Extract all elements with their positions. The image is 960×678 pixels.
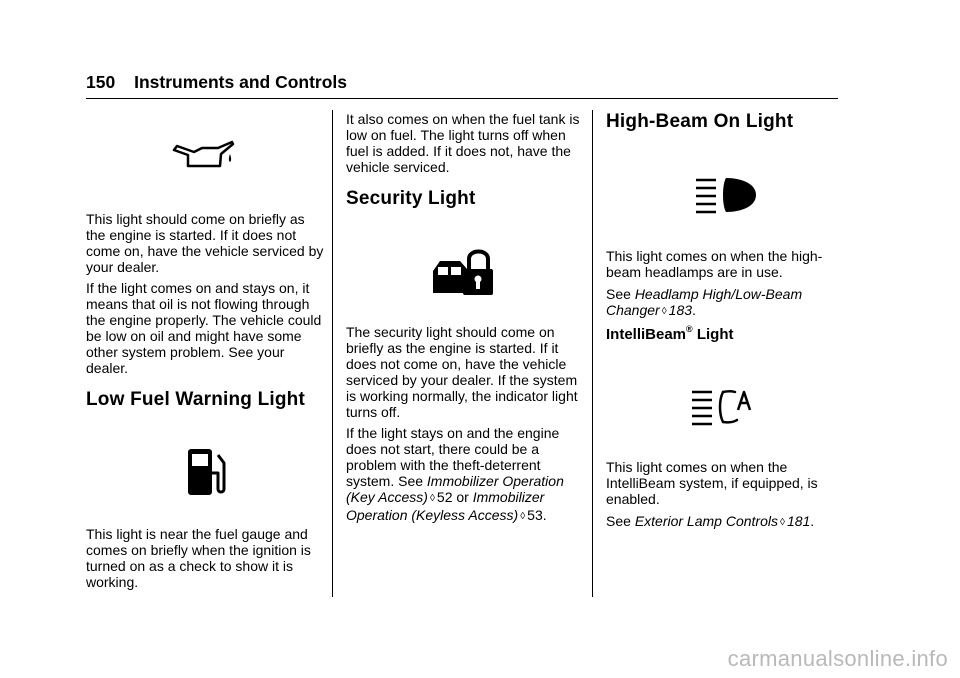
page-ref-arrow-icon: ◊	[429, 493, 435, 504]
fuel-paragraph-2: It also comes on when the fuel tank is low on fuel. The light turns off when fuel is added. If it does not, have the vehicle serviced.	[346, 111, 580, 175]
headlamp-changer-page[interactable]: 183	[668, 302, 693, 318]
exterior-lamp-controls-link[interactable]: Exterior Lamp Controls	[634, 513, 778, 529]
or-text: or	[452, 489, 473, 505]
page-number: 150	[86, 72, 116, 92]
intellibeam-see-paragraph	[606, 513, 838, 531]
period: .	[692, 302, 696, 318]
high-beam-icon	[694, 176, 760, 214]
security-paragraph-1: The security light should come on briefly as the engine is started. If it does not come on, have the vehicle serviced by your dealer. If the system is working normally, the indicator light turns off.	[346, 324, 578, 420]
registered-mark: ®	[686, 324, 693, 334]
fuel-pump-icon	[186, 447, 228, 499]
security-lock-icon	[430, 245, 494, 297]
immobilizer-keyless-access-link[interactable]: Immobilizer Operation (Keyless Access)	[346, 489, 545, 523]
oil-can-icon	[172, 140, 236, 172]
intellibeam-paragraph-1: This light comes on when the IntelliBeam system, if equipped, is enabled.	[606, 459, 818, 507]
immobilizer-keyless-access-page[interactable]: 53	[527, 507, 543, 523]
security-paragraph-2	[346, 425, 580, 525]
see-text: See	[606, 286, 635, 302]
page-header	[86, 72, 347, 92]
oil-paragraph-2: If the light comes on and stays on, it means that oil is not flowing through the engine properly. The vehicle could be low on oil and might have some other system problem. See your dealer.	[86, 280, 322, 376]
see-text: See	[606, 513, 635, 529]
watermark: carmanualsonline.info	[727, 646, 948, 671]
intellibeam-heading-suffix: Light	[692, 326, 734, 343]
period: .	[542, 507, 547, 523]
page-ref-arrow-icon: ◊	[520, 511, 526, 522]
immobilizer-key-access-link[interactable]: Immobilizer Operation (Key Access)	[346, 473, 564, 505]
high-beam-heading: High-Beam On Light	[606, 111, 794, 132]
page-ref-arrow-icon: ◊	[779, 517, 785, 528]
intellibeam-icon	[690, 388, 756, 426]
column-divider-1	[332, 110, 333, 597]
immobilizer-key-access-page[interactable]: 52	[436, 489, 453, 505]
intellibeam-heading	[606, 326, 838, 344]
high-beam-see-paragraph	[606, 286, 838, 320]
headlamp-changer-link[interactable]: Headlamp High/Low-Beam Changer	[606, 286, 803, 318]
exterior-lamp-controls-page[interactable]: 181	[786, 513, 811, 529]
header-rule	[86, 98, 838, 99]
fuel-paragraph-1: This light is near the fuel gauge and comes on briefly when the ignition is turned on as a check to show it is working.	[86, 526, 311, 590]
low-fuel-heading: Low Fuel Warning Light	[86, 389, 305, 410]
high-beam-paragraph-1: This light comes on when the high-beam headlamps are in use.	[606, 248, 823, 280]
oil-paragraph-1: This light should come on briefly as the engine is started. If it does not come on, have the vehicle serviced by your dealer.	[86, 211, 324, 275]
column-divider-2	[592, 110, 593, 597]
period: .	[810, 513, 815, 529]
page-ref-arrow-icon: ◊	[661, 306, 667, 317]
intellibeam-heading-text: IntelliBeam	[606, 326, 687, 343]
section-title: Instruments and Controls	[134, 72, 348, 92]
security-paragraph-2-text: If the light stays on and the engine does not start, there could be a problem with the theft-deterrent system. See	[346, 425, 560, 489]
security-heading: Security Light	[346, 188, 476, 209]
